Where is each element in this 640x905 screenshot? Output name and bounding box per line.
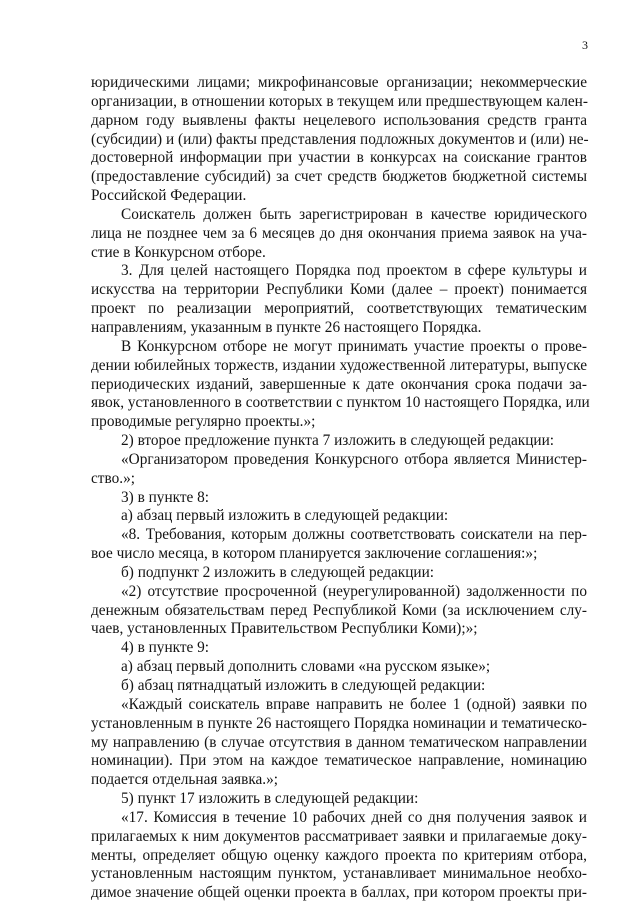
text-line: 5) пункт 17 изложить в следующей редакции: [121,790,419,808]
text-line: 3. Для целей настоящего Порядка под проектом в сфере культуры и [121,262,587,280]
text-line: ство.»; [91,469,135,487]
text-line: направлениям, указанным в пункте 26 настоящего Порядка. [91,318,482,336]
text-line: организации, в отношении которых в текущем или предшествующем кален- [91,92,588,110]
text-line: му направлению (в случае отсутствия в данном тематическом направлении [91,733,587,751]
text-line: юридическими лицами; микрофинансовые организации; некоммерческие [91,74,587,91]
text-line: достоверной информации при участии в конкурсах на соискание грантов [91,149,587,167]
text-line: стие в Конкурсном отборе. [91,243,266,261]
text-line: «8. Требования, которым должны соответствовать соискатели на пер- [121,526,587,544]
text-line: 4) в пункте 9: [121,639,210,657]
text-line: б) абзац пятнадцатый изложить в следующей редакции: [121,677,486,694]
text-line: чаев, установленных Правительством Республики Коми);»; [91,620,478,638]
text-line: установленным настоящим пунктом, устанавливает минимальное необхо- [91,865,587,883]
text-line: искусства на территории Республики Коми (далее – проект) понимается [91,281,587,299]
text-line: проект по реализации мероприятий, соответствующих тематическим [91,300,587,318]
text-line: «Организатором проведения Конкурсного отбора является Министер- [121,450,587,468]
text-line: а) абзац первый дополнить словами «на русском языке»; [121,658,491,676]
text-line: номинации). При этом на каждое тематическое направление, номинацию [91,752,587,770]
page-number: 3 [582,38,588,52]
text-line: «Каждый соискатель вправе направить не более 1 (одной) заявки по [121,695,587,713]
text-line: димое значение общей оценки проекта в баллах, при котором проекты при- [91,884,587,902]
text-line: дарном году выявлены факты нецелевого использования средств гранта [91,111,587,129]
text-line: Соискатель должен быть зарегистрирован в качестве юридического [121,205,587,223]
text-line: а) абзац первый изложить в следующей редакции: [121,507,449,525]
text-line: (субсидии) и (или) факты представления подложных документов и (или) не- [91,130,589,148]
text-line: б) подпункт 2 изложить в следующей редакции: [121,563,435,581]
text-line: прилагаемых к ним документов рассматривает заявки и прилагаемые доку- [91,827,587,845]
text-line: менты, определяет общую оценку каждого проекта по критериям отбора, [91,846,587,864]
text-line: 2) второе предложение пункта 7 изложить в следующей редакции: [121,432,555,450]
text-line: 3) в пункте 8: [121,488,210,506]
text-line: Российской Федерации. [91,187,247,205]
text-line: вое число месяца, в котором планируется заключение соглашения:»; [91,545,538,563]
text-line: дении юбилейных торжеств, издании художественной литературы, выпуске [91,356,587,374]
text-line: периодических изданий, завершенные к дате окончания срока подачи за- [91,375,587,393]
text-line: проводимые регулярно проекты.»; [91,413,316,431]
text-line: «17. Комиссия в течение 10 рабочих дней со дня получения заявок и [121,808,587,826]
text-line: (предоставление субсидий) за счет средств бюджетов бюджетной системы [91,168,587,186]
text-line: денежным обязательствам перед Республикой Коми (за исключением слу- [91,601,587,619]
text-line: лица не позднее чем за 6 месяцев до дня окончания приема заявок на уча- [91,224,587,242]
document-body [91,74,590,903]
text-line: подается отдельная заявка.»; [91,771,279,789]
text-line: явок, установленного в соответствии с пунктом 10 настоящего Порядка, или [91,394,590,412]
text-line: установленным в пункте 26 настоящего Порядка номинации и тематическо- [91,714,587,732]
text-line: В Конкурсном отборе не могут принимать участие проекты о прове- [121,337,587,355]
text-line: «2) отсутствие просроченной (неурегулированной) задолженности по [121,582,587,600]
